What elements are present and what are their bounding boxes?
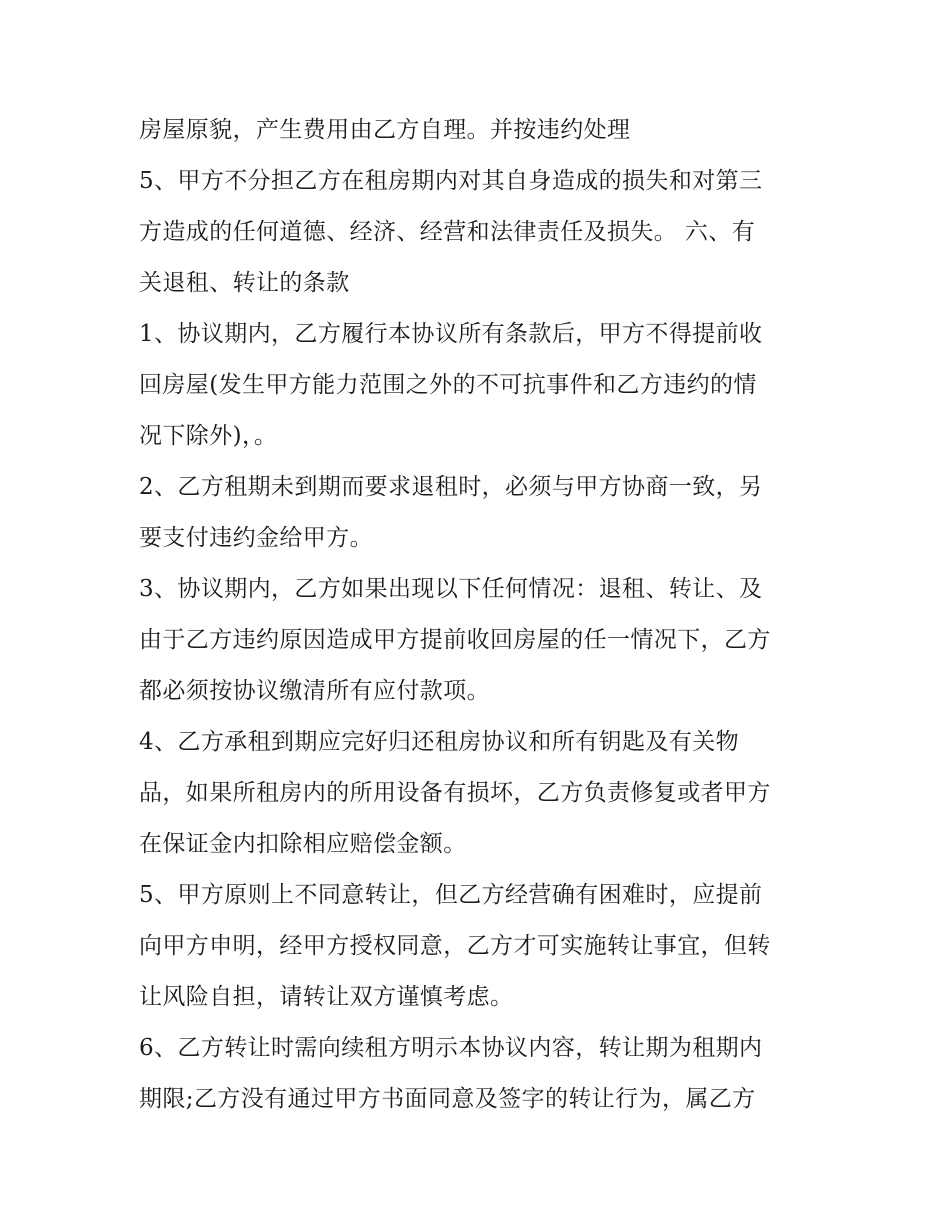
text-line: 期限;乙方没有通过甲方书面同意及签字的转让行为，属乙方 bbox=[139, 1086, 756, 1112]
text-line: 6、乙方转让时需向续租方明示本协议内容，转让期为租期内 bbox=[139, 1035, 763, 1061]
text-line: 回房屋(发生甲方能力范围之外的不可抗事件和乙方违约的情 bbox=[139, 372, 757, 398]
text-line: 都必须按协议缴清所有应付款项。 bbox=[139, 678, 490, 704]
text-line: 5、甲方不分担乙方在租房期内对其自身造成的损失和对第三 bbox=[139, 168, 763, 194]
document-body bbox=[139, 110, 829, 1130]
text-line: 5、甲方原则上不同意转让，但乙方经营确有困难时，应提前 bbox=[139, 882, 763, 908]
text-line: 2、乙方租期未到期而要求退租时，必须与甲方协商一致，另 bbox=[139, 474, 763, 500]
text-line: 3、协议期内，乙方如果出现以下任何情况：退租、转让、及 bbox=[139, 576, 763, 602]
text-line: 1、协议期内，乙方履行本协议所有条款后，甲方不得提前收 bbox=[139, 321, 763, 347]
text-line: 向甲方申明，经甲方授权同意，乙方才可实施转让事宜，但转 bbox=[139, 933, 771, 959]
text-line: 由于乙方违约原因造成甲方提前收回房屋的任一情况下，乙方 bbox=[139, 627, 771, 653]
text-line: 让风险自担，请转让双方谨慎考虑。 bbox=[139, 984, 514, 1010]
text-line: 4、乙方承租到期应完好归还租房协议和所有钥匙及有关物 bbox=[139, 729, 740, 755]
text-line: 况下除外)，。 bbox=[139, 423, 278, 449]
text-line: 在保证金内扣除相应赔偿金额。 bbox=[139, 831, 467, 857]
text-line: 要支付违约金给甲方。 bbox=[139, 525, 373, 551]
text-line: 房屋原貌，产生费用由乙方自理。并按违约处理 bbox=[139, 117, 631, 143]
text-line: 方造成的任何道德、经济、经营和法律责任及损失。 六、有 bbox=[139, 219, 756, 245]
text-line: 关退租、转让的条款 bbox=[139, 270, 350, 296]
text-line: 品，如果所租房内的所用设备有损坏，乙方负责修复或者甲方 bbox=[139, 780, 771, 806]
